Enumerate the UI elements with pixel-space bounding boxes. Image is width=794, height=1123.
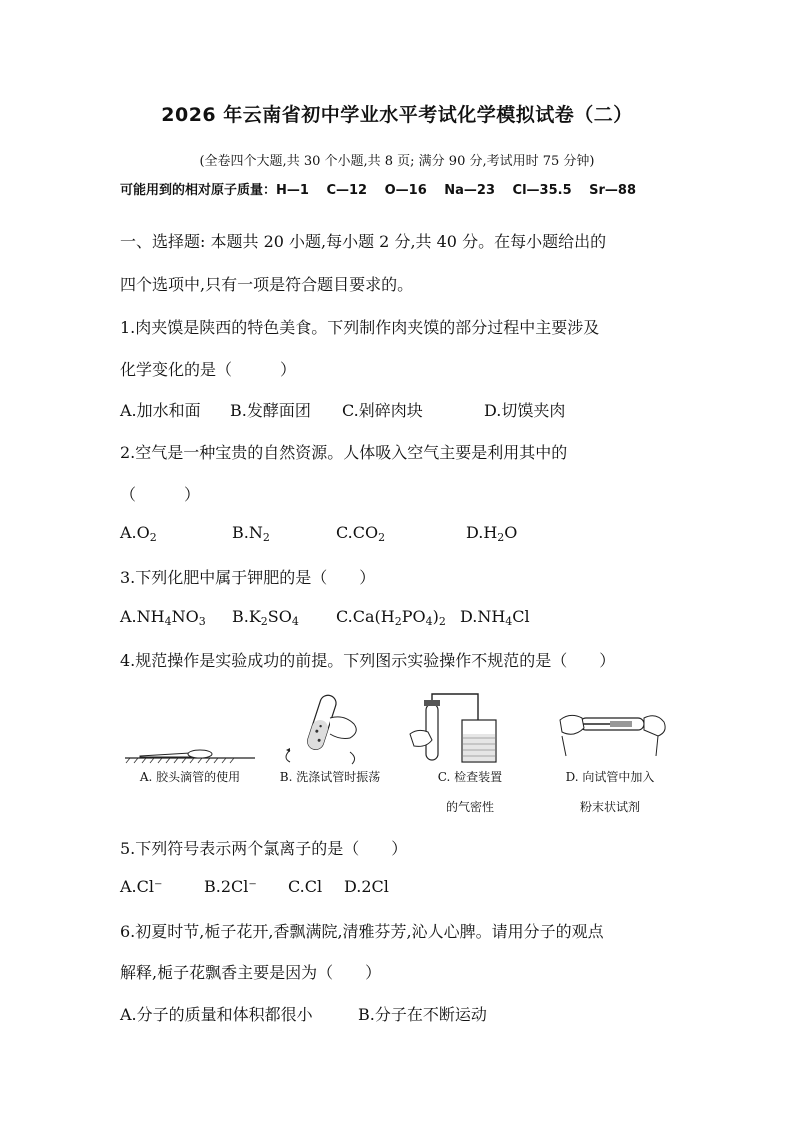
question-3-options: [120, 607, 680, 626]
option-a[interactable]: $A.NH_4NO_3$: [120, 607, 206, 628]
figure-c-caption: C. 检查装置: [437, 770, 503, 784]
section-heading: 一、选择题: 本题共 20 小题,每小题 2 分,共 40 分。在每小题给出的: [120, 232, 607, 251]
dropper-illustration: [120, 690, 260, 765]
option-d[interactable]: D.2Cl: [344, 877, 389, 896]
figure-b[interactable]: [260, 690, 400, 820]
figure-a-caption: A. 胶头滴管的使用: [139, 770, 241, 784]
figure-c-caption-cont: 的气密性: [445, 800, 494, 814]
option-d[interactable]: D.切馍夹肉: [484, 401, 566, 420]
question-4-stem: 4.规范操作是实验成功的前提。下列图示实验操作不规范的是（ ）: [120, 651, 616, 670]
option-a[interactable]: A.分子的质量和体积都很小: [120, 1005, 313, 1024]
option-a[interactable]: $A.O_2$: [120, 523, 157, 544]
option-a[interactable]: A.加水和面: [120, 401, 201, 420]
figure-d[interactable]: [540, 690, 680, 820]
option-c[interactable]: $C.CO_2$: [336, 523, 386, 544]
question-4-figures: [120, 690, 680, 820]
option-b[interactable]: B.分子在不断运动: [358, 1005, 487, 1024]
option-d[interactable]: $D.NH_4Cl$: [460, 607, 530, 628]
question-2-stem-cont: （ ）: [120, 485, 201, 504]
exam-title: 2026 年云南省初中学业水平考试化学模拟试卷（二）: [161, 104, 633, 126]
exam-subtitle: (全卷四个大题,共 30 个小题,共 8 页; 满分 90 分,考试用时 75 分钟): [199, 154, 595, 169]
question-6-stem-cont: 解释,栀子花飘香主要是因为（ ）: [120, 963, 382, 982]
atomic-masses: 可能用到的相对原子质量：H—1 C—12 O—16 Na—23 Cl—35.5 Sr—88: [120, 183, 637, 198]
question-5-stem: 5.下列符号表示两个氯离子的是（ ）: [120, 839, 408, 858]
airtightness-apparatus-illustration: [400, 690, 540, 765]
question-6-stem: 6.初夏时节,栀子花开,香飘满院,清雅芬芳,沁人心脾。请用分子的观点: [120, 922, 604, 941]
figure-c[interactable]: [400, 690, 540, 820]
option-d[interactable]: $D.H_2O$: [466, 523, 518, 544]
question-1-stem-cont: 化学变化的是（ ）: [120, 360, 297, 379]
option-b[interactable]: B.发酵面团: [230, 401, 311, 420]
question-1-options: [120, 398, 680, 421]
option-c[interactable]: C.Cl: [288, 877, 323, 896]
question-2-stem: 2.空气是一种宝贵的自然资源。人体吸入空气主要是利用其中的: [120, 443, 568, 462]
test-tube-shaking-illustration: [260, 690, 400, 765]
figure-d-caption-cont: 粉末状试剂: [579, 800, 640, 814]
option-b[interactable]: B.2Cl⁻: [204, 877, 257, 896]
option-c[interactable]: $C.Ca(H_2PO_4)_2$: [336, 607, 446, 628]
figure-b-caption: B. 洗涤试管时振荡: [279, 770, 381, 784]
option-a[interactable]: A.Cl⁻: [120, 877, 163, 896]
option-b[interactable]: $B.N_2$: [232, 523, 270, 544]
option-b[interactable]: $B.K_2SO_4$: [232, 607, 299, 628]
question-6-options: [120, 1002, 680, 1025]
powder-addition-illustration: [540, 690, 680, 765]
question-5-options: [120, 877, 680, 896]
figure-a[interactable]: [120, 690, 260, 820]
option-c[interactable]: C.剁碎肉块: [342, 401, 423, 420]
question-2-options: [120, 523, 680, 542]
figure-d-caption: D. 向试管中加入: [565, 770, 655, 784]
question-3-stem: 3.下列化肥中属于钾肥的是（ ）: [120, 568, 376, 587]
question-1-stem: 1.肉夹馍是陕西的特色美食。下列制作肉夹馍的部分过程中主要涉及: [120, 318, 600, 337]
section-heading-cont: 四个选项中,只有一项是符合题目要求的。: [120, 275, 414, 294]
